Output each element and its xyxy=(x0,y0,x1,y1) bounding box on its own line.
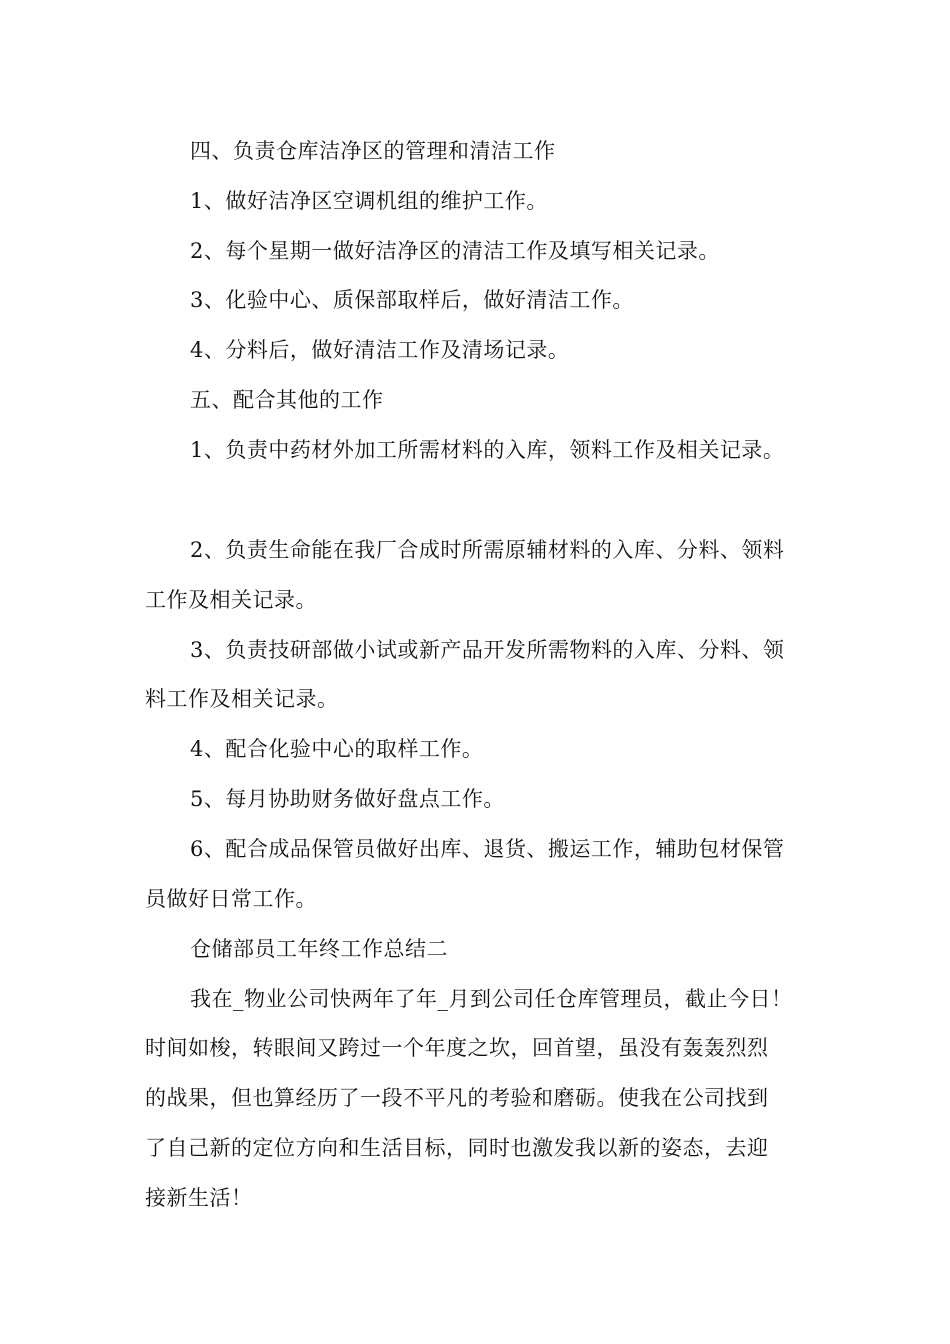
paragraph-line: 了自己新的定位方向和生活目标，同时也激发我以新的姿态，去迎 xyxy=(145,1136,769,1160)
list-item: 1、负责中药材外加工所需材料的入库，领料工作及相关记录。 xyxy=(190,438,785,462)
list-item-continuation: 工作及相关记录。 xyxy=(145,588,317,612)
list-item: 1、做好洁净区空调机组的维护工作。 xyxy=(190,189,548,213)
list-item: 3、负责技研部做小试或新产品开发所需物料的入库、分料、领 xyxy=(190,638,785,662)
list-item: 2、负责生命能在我厂合成时所需原辅材料的入库、分料、领料 xyxy=(190,538,785,562)
list-item: 2、每个星期一做好洁净区的清洁工作及填写相关记录。 xyxy=(190,239,720,263)
list-item: 4、分料后，做好清洁工作及清场记录。 xyxy=(190,338,570,362)
list-item-continuation: 员做好日常工作。 xyxy=(145,887,317,911)
paragraph-line: 接新生活！ xyxy=(145,1186,253,1210)
list-item: 5、每月协助财务做好盘点工作。 xyxy=(190,787,505,811)
section-heading-4: 四、负责仓库洁净区的管理和清洁工作 xyxy=(190,139,556,163)
paragraph-line: 时间如梭，转眼间又跨过一个年度之坎，回首望，虽没有轰轰烈烈 xyxy=(145,1036,769,1060)
list-item-continuation: 料工作及相关记录。 xyxy=(145,687,339,711)
subtitle-summary-two: 仓储部员工年终工作总结二 xyxy=(190,937,448,961)
list-item: 4、配合化验中心的取样工作。 xyxy=(190,737,484,761)
list-item: 6、配合成品保管员做好出库、退货、搬运工作，辅助包材保管 xyxy=(190,837,785,861)
paragraph-line: 的战果，但也算经历了一段不平凡的考验和磨砺。使我在公司找到 xyxy=(145,1086,769,1110)
list-item: 3、化验中心、质保部取样后，做好清洁工作。 xyxy=(190,288,634,312)
paragraph-line: 我在_物业公司快两年了年_月到公司任仓库管理员，截止今日！ xyxy=(190,987,793,1011)
section-heading-5: 五、配合其他的工作 xyxy=(190,388,384,412)
